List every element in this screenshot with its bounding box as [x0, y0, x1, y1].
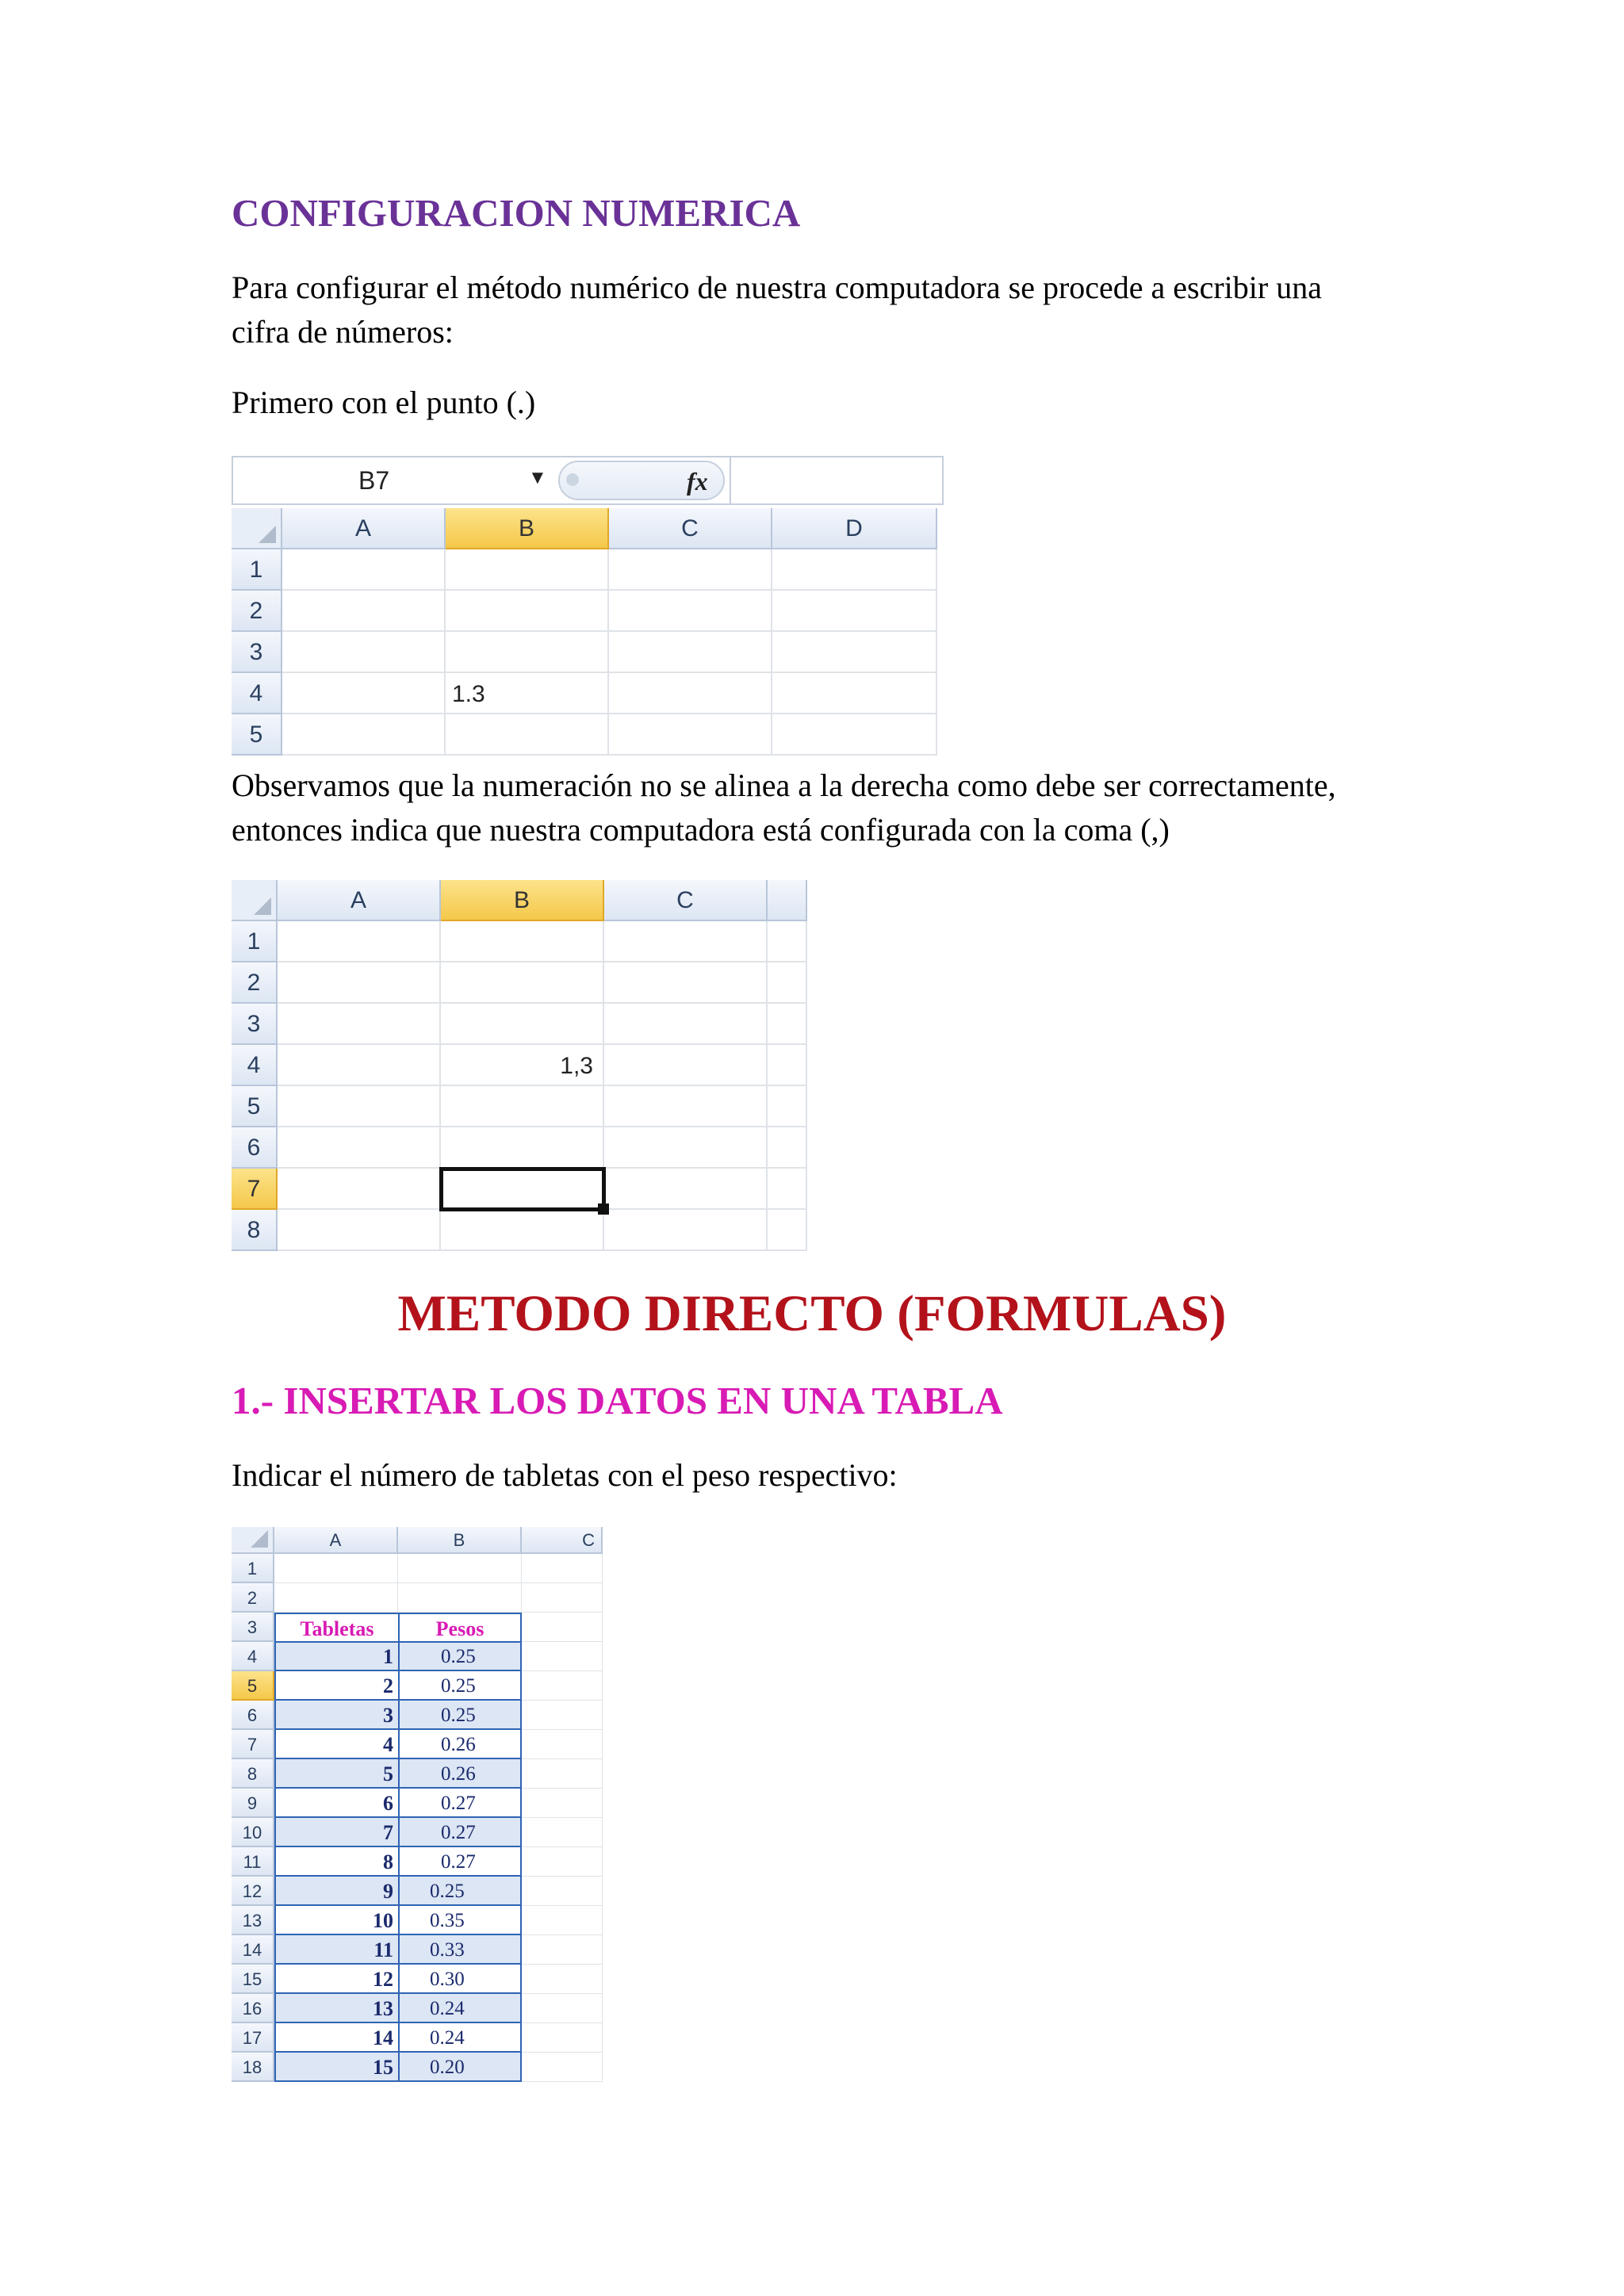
column-header-a[interactable]: A	[274, 1527, 398, 1554]
tabletas-cell[interactable]: 11	[274, 1935, 398, 1965]
row-header[interactable]: 18	[232, 2053, 274, 2082]
method-heading: METODO DIRECTO (FORMULAS)	[397, 1285, 1227, 1342]
pesos-cell[interactable]: 0.33	[398, 1935, 522, 1965]
column-header-c[interactable]: C	[609, 508, 772, 549]
header-pesos[interactable]: Pesos	[398, 1613, 522, 1643]
sheet-cell[interactable]	[522, 1818, 603, 1847]
tabletas-cell[interactable]: 14	[274, 2023, 398, 2053]
row-header-2[interactable]: 2	[232, 962, 278, 1004]
row-header[interactable]: 17	[232, 2023, 274, 2053]
sheet-cell[interactable]	[609, 549, 772, 591]
sheet-cell[interactable]	[278, 962, 441, 1004]
sheet-cell[interactable]	[522, 1759, 603, 1789]
sheet-cell[interactable]	[282, 591, 446, 632]
pesos-cell[interactable]: 0.25	[398, 1642, 522, 1671]
excel-screenshot-punto	[232, 456, 944, 748]
pesos-cell[interactable]: 0.25	[398, 1671, 522, 1701]
pesos-cell[interactable]: 0.27	[398, 1818, 522, 1847]
sheet-cell[interactable]	[522, 1965, 603, 1994]
sheet-cell[interactable]	[441, 1086, 604, 1127]
sheet-cell[interactable]	[609, 591, 772, 632]
observation-line-2: entonces indica que nuestra computadora está configurada con la coma (,)	[232, 812, 1170, 848]
tabletas-cell[interactable]: 7	[274, 1818, 398, 1847]
sheet-cell[interactable]	[522, 1583, 603, 1613]
sheet-cell[interactable]	[768, 962, 807, 1004]
excel-screenshot-tabletas	[232, 1527, 603, 2087]
pesos-cell[interactable]: 0.24	[398, 1994, 522, 2023]
row-header[interactable]: 2	[232, 1583, 274, 1613]
sheet-cell[interactable]	[274, 1583, 398, 1613]
sheet-cell[interactable]	[604, 1045, 768, 1086]
column-header-d[interactable]: D	[772, 508, 937, 549]
column-header-b[interactable]: B	[441, 880, 604, 921]
sheet-cell[interactable]	[522, 2023, 603, 2053]
tabletas-cell[interactable]: 8	[274, 1847, 398, 1877]
sheet-cell[interactable]	[604, 962, 768, 1004]
tabletas-cell[interactable]: 13	[274, 1994, 398, 2023]
excel-screenshot-coma	[232, 880, 807, 1253]
row-header[interactable]: 6	[232, 1701, 274, 1730]
sheet-cell[interactable]	[772, 549, 937, 591]
observation-line-1: Observamos que la numeración no se alinea a la derecha como debe ser correctamente,	[232, 767, 1336, 803]
intro-paragraph-line-2: cifra de números:	[232, 314, 454, 350]
column-header-b[interactable]: B	[398, 1527, 522, 1554]
sheet-cell[interactable]	[772, 673, 937, 714]
tabletas-cell[interactable]: 4	[274, 1730, 398, 1759]
sheet-cell[interactable]	[768, 921, 807, 962]
sheet-cell[interactable]	[282, 549, 446, 591]
column-header-d-partial[interactable]	[768, 880, 807, 921]
sheet-cell[interactable]	[768, 1004, 807, 1045]
chevron-down-icon[interactable]: ▼	[528, 467, 547, 488]
sheet-cell[interactable]	[772, 714, 937, 756]
cell-b4-value[interactable]: 1.3	[452, 681, 485, 707]
sheet-cell[interactable]	[522, 1877, 603, 1906]
pesos-cell[interactable]: 0.25	[398, 1701, 522, 1730]
sheet-cell[interactable]	[398, 1554, 522, 1583]
sheet-cell[interactable]	[282, 632, 446, 673]
sheet-cell[interactable]	[768, 1086, 807, 1127]
tabletas-cell[interactable]: 9	[274, 1877, 398, 1906]
sheet-cell[interactable]	[522, 2053, 603, 2082]
row-header[interactable]: 15	[232, 1965, 274, 1994]
column-header-c[interactable]: C	[522, 1527, 603, 1554]
sheet-cell[interactable]	[522, 1701, 603, 1730]
sheet-cell[interactable]	[604, 921, 768, 962]
tabletas-cell[interactable]: 2	[274, 1671, 398, 1701]
row-header[interactable]: 11	[232, 1847, 274, 1877]
row-header-8[interactable]: 8	[232, 1210, 278, 1251]
sheet-cell[interactable]	[522, 1789, 603, 1818]
row-header-3[interactable]: 3	[232, 632, 282, 673]
sheet-cell[interactable]	[278, 1004, 441, 1045]
row-header[interactable]: 1	[232, 1554, 274, 1583]
pesos-cell[interactable]: 0.27	[398, 1847, 522, 1877]
sheet-cell[interactable]	[604, 1086, 768, 1127]
sheet-cell[interactable]	[278, 1045, 441, 1086]
row-header[interactable]: 4	[232, 1642, 274, 1671]
row-header[interactable]: 14	[232, 1935, 274, 1965]
sheet-cell[interactable]	[522, 1906, 603, 1935]
column-header-a[interactable]: A	[278, 880, 441, 921]
instruction-paragraph: Indicar el número de tabletas con el peso respectivo:	[232, 1457, 898, 1493]
column-header-b[interactable]: B	[446, 508, 609, 549]
row-header-6[interactable]: 6	[232, 1127, 278, 1169]
section-heading-configuracion: CONFIGURACION NUMERICA	[232, 191, 801, 235]
row-header[interactable]: 13	[232, 1906, 274, 1935]
row-header[interactable]: 5	[232, 1671, 274, 1701]
row-header-2[interactable]: 2	[232, 591, 282, 632]
sheet-cell[interactable]	[441, 1004, 604, 1045]
sheet-cell[interactable]	[522, 1554, 603, 1583]
pesos-cell[interactable]: 0.35	[398, 1906, 522, 1935]
row-header-4[interactable]: 4	[232, 1045, 278, 1086]
row-header-7[interactable]: 7	[232, 1169, 278, 1210]
row-header-1[interactable]: 1	[232, 549, 282, 591]
row-header[interactable]: 12	[232, 1877, 274, 1906]
sheet-cell[interactable]	[522, 1671, 603, 1701]
formula-pill	[558, 461, 725, 500]
pesos-cell[interactable]: 0.27	[398, 1789, 522, 1818]
row-header[interactable]: 10	[232, 1818, 274, 1847]
row-header-5[interactable]: 5	[232, 1086, 278, 1127]
sheet-cell[interactable]	[522, 1935, 603, 1965]
formula-divider	[730, 457, 731, 503]
sheet-cell[interactable]	[768, 1127, 807, 1169]
tabletas-cell[interactable]: 1	[274, 1642, 398, 1671]
sheet-cell[interactable]	[278, 1127, 441, 1169]
pesos-cell[interactable]: 0.26	[398, 1730, 522, 1759]
sheet-cell[interactable]	[278, 1210, 441, 1251]
sheet-cell[interactable]	[446, 632, 609, 673]
row-header[interactable]: 16	[232, 1994, 274, 2023]
intro-paragraph-line-1: Para configurar el método numérico de nuestra computadora se procede a escribir una	[232, 270, 1322, 305]
sheet-cell[interactable]	[278, 1169, 441, 1210]
select-all-corner[interactable]	[232, 1527, 274, 1554]
row-header[interactable]: 8	[232, 1759, 274, 1789]
sheet-cell[interactable]	[604, 1210, 768, 1251]
row-header-3[interactable]: 3	[232, 1004, 278, 1045]
tabletas-cell[interactable]: 15	[274, 2053, 398, 2082]
sheet-cell[interactable]	[274, 1554, 398, 1583]
grip-icon	[566, 473, 579, 486]
select-all-corner[interactable]	[232, 508, 282, 549]
sheet-cell[interactable]	[609, 632, 772, 673]
function-icon[interactable]: fx	[687, 467, 708, 496]
sheet-cell[interactable]	[609, 714, 772, 756]
pesos-cell[interactable]: 0.20	[398, 2053, 522, 2082]
name-box[interactable]	[232, 456, 555, 505]
sheet-cell[interactable]	[278, 921, 441, 962]
sheet-cell[interactable]	[522, 1847, 603, 1877]
tabletas-cell[interactable]: 12	[274, 1965, 398, 1994]
sheet-cell[interactable]	[522, 1613, 603, 1642]
sheet-cell[interactable]	[768, 1169, 807, 1210]
tabletas-cell[interactable]: 5	[274, 1759, 398, 1789]
sheet-cell[interactable]	[604, 1127, 768, 1169]
row-header[interactable]: 7	[232, 1730, 274, 1759]
sheet-cell[interactable]	[441, 962, 604, 1004]
fill-handle[interactable]	[598, 1203, 609, 1215]
tabletas-cell[interactable]: 6	[274, 1789, 398, 1818]
sheet-cell[interactable]	[522, 1994, 603, 2023]
sheet-cell[interactable]	[446, 591, 609, 632]
tabletas-cell[interactable]: 3	[274, 1701, 398, 1730]
sheet-cell[interactable]	[441, 921, 604, 962]
row-header-4[interactable]: 4	[232, 673, 282, 714]
column-header-c[interactable]: C	[604, 880, 768, 921]
sheet-cell[interactable]	[282, 714, 446, 756]
sheet-cell[interactable]	[282, 673, 446, 714]
select-all-corner[interactable]	[232, 880, 278, 921]
pesos-cell[interactable]: 0.25	[398, 1877, 522, 1906]
row-header-5[interactable]: 5	[232, 714, 282, 756]
cell-b4-value[interactable]: 1,3	[560, 1053, 593, 1079]
sheet-cell[interactable]	[441, 1210, 604, 1251]
sheet-cell[interactable]	[768, 1045, 807, 1086]
sheet-cell[interactable]	[772, 632, 937, 673]
active-cell-b7[interactable]	[439, 1167, 606, 1211]
sheet-cell[interactable]	[278, 1086, 441, 1127]
sheet-cell[interactable]	[522, 1642, 603, 1671]
sheet-cell[interactable]	[604, 1004, 768, 1045]
sheet-cell[interactable]	[522, 1730, 603, 1759]
sheet-cell[interactable]	[441, 1127, 604, 1169]
punto-paragraph: Primero con el punto (.)	[232, 385, 536, 420]
row-header[interactable]: 9	[232, 1789, 274, 1818]
tabletas-cell[interactable]: 10	[274, 1906, 398, 1935]
name-box-value: B7	[358, 466, 390, 495]
pesos-cell[interactable]: 0.30	[398, 1965, 522, 1994]
step-heading: 1.- INSERTAR LOS DATOS EN UNA TABLA	[232, 1379, 1003, 1422]
row-header[interactable]: 3	[232, 1613, 274, 1642]
sheet-cell[interactable]	[446, 549, 609, 591]
pesos-cell[interactable]: 0.26	[398, 1759, 522, 1789]
sheet-cell[interactable]	[609, 673, 772, 714]
sheet-cell[interactable]	[768, 1210, 807, 1251]
sheet-cell[interactable]	[604, 1169, 768, 1210]
row-header-1[interactable]: 1	[232, 921, 278, 962]
column-header-a[interactable]: A	[282, 508, 446, 549]
header-tabletas[interactable]: Tabletas	[274, 1613, 398, 1643]
sheet-cell[interactable]	[446, 714, 609, 756]
pesos-cell[interactable]: 0.24	[398, 2023, 522, 2053]
sheet-cell[interactable]	[398, 1583, 522, 1613]
sheet-cell[interactable]	[772, 591, 937, 632]
